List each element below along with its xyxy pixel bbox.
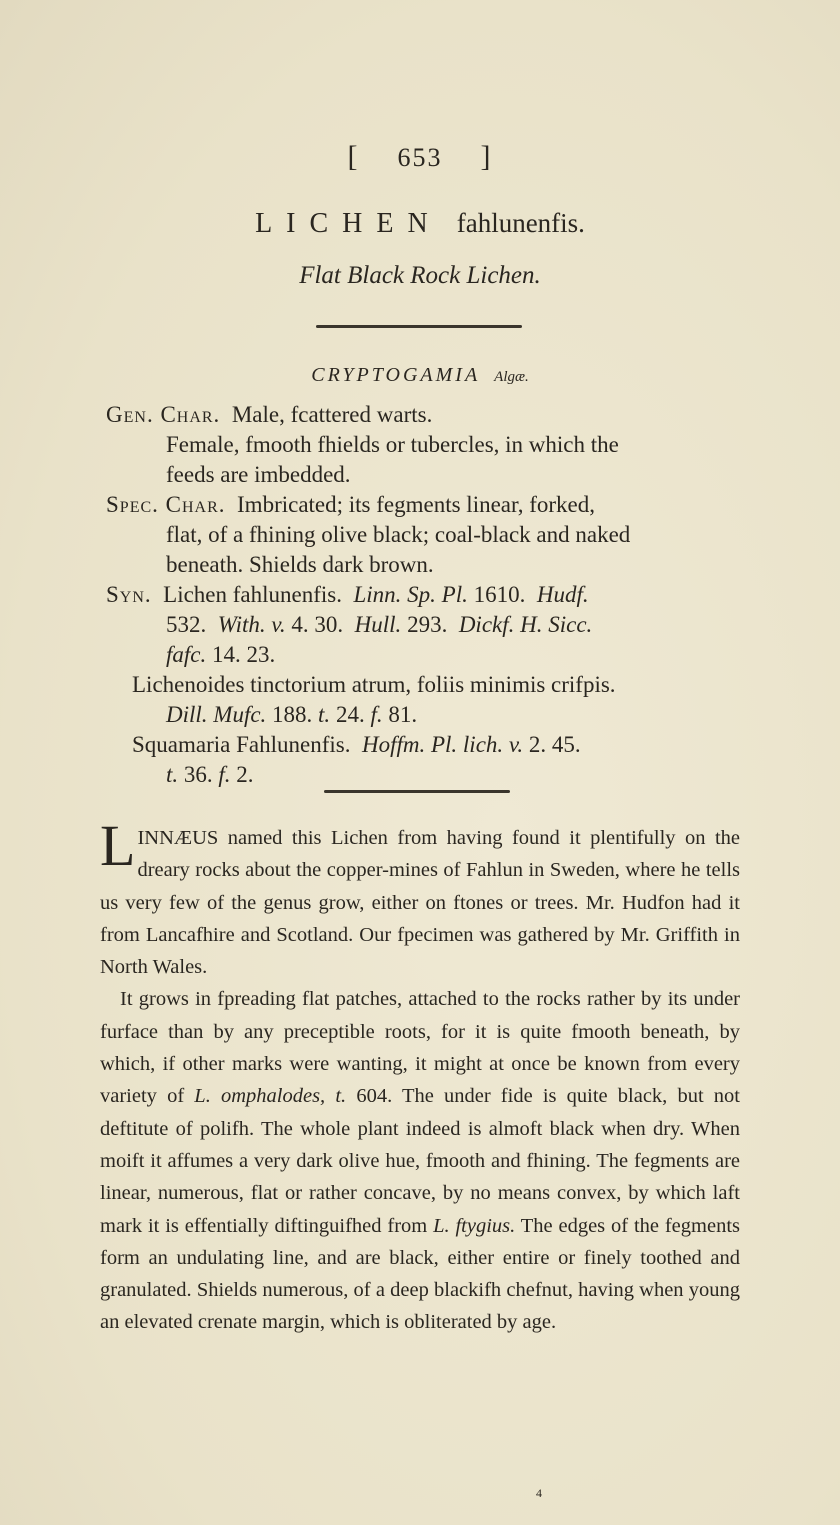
syn3-ref2: t. <box>166 762 179 787</box>
gen-char-label: Gen. Char. <box>106 402 221 427</box>
paragraph-2-text-b: The under fide is quite black, but not deftitute of polifh. The whole plant indeed is almoft black when dry. When moift it affumes a very dark olive hue, fmooth and fhining. The fegments are linear, numerous, flat or rather concave, by no means convex, by which laft mark it is effentially diftinguifhed from <box>100 1085 740 1237</box>
bracket-close: ] <box>480 140 493 173</box>
spec-char-line3: beneath. Shields dark brown. <box>166 552 434 577</box>
syn2-ref2: t. <box>318 702 331 727</box>
syn-line2 <box>166 610 592 640</box>
description-text <box>100 813 740 1339</box>
syn2-num2: 24. <box>335 702 365 727</box>
syn1-name: Lichen fahlunenfis. <box>163 582 342 607</box>
spec-char-text1: Imbricated; its fegments linear, forked, <box>237 492 596 517</box>
paragraph-2-ref2: L. ftygius. <box>433 1214 516 1237</box>
syn3-num3: 2. <box>236 762 254 787</box>
genus-name: LICHEN <box>255 208 442 239</box>
divider-rule-middle <box>324 790 510 793</box>
spec-char-line1 <box>106 490 595 520</box>
syn1-num6: 14. 23. <box>212 642 276 667</box>
classification-line <box>0 364 840 387</box>
syn1-ref3: With. v. <box>217 612 286 637</box>
syn3-num2: 36. <box>183 762 213 787</box>
syn1-ref4: Hull. <box>354 612 402 637</box>
page-number-header <box>0 140 840 174</box>
syn-line1 <box>106 580 589 610</box>
syn2-num1: 188. <box>272 702 313 727</box>
syn1-ref1: Linn. Sp. Pl. <box>353 582 468 607</box>
syn2-num3: 81. <box>388 702 418 727</box>
syn1-ref6: fafc. <box>166 642 207 667</box>
spec-char-label: Spec. Char. <box>106 492 226 517</box>
catchword: 4 <box>536 1486 542 1500</box>
syn3-ref3: f. <box>218 762 231 787</box>
gen-char-line1 <box>106 400 432 430</box>
syn1-num2: 532. <box>166 612 207 637</box>
syn3-num1: 2. 45. <box>528 732 581 757</box>
syn2-line1: Lichenoides tinctorium atrum, foliis minimis crifpis. <box>132 672 616 697</box>
syn2-ref1: Dill. Mufc. <box>166 702 267 727</box>
syn-line3 <box>166 640 275 670</box>
species-title <box>0 208 840 240</box>
paragraph-2-text-c: The edges of the fegments form an undulating line, and are black, either entire or finely toothed and granulated. Shields numerous, of a deep blackifh chefnut, having when young an elevated crenate margin, which is obliterated by age. <box>100 1214 740 1334</box>
spec-char-line2: flat, of a fhining olive black; coal-black and naked <box>166 522 631 547</box>
common-name: Flat Black Rock Lichen. <box>299 262 541 289</box>
drop-cap: L <box>100 813 136 878</box>
syn3-line2 <box>166 760 254 790</box>
species-name: fahlunenfis. <box>456 208 585 238</box>
syn-label: Syn. <box>106 582 152 607</box>
syn1-num4: 293. <box>407 612 448 637</box>
order-name: Algæ. <box>494 369 529 385</box>
syn3-ref1: Hoffm. Pl. lich. v. <box>361 732 524 757</box>
syn1-ref2: Hudf. <box>536 582 589 607</box>
paragraph-1 <box>100 813 740 983</box>
syn1-num1: 1610. <box>473 582 526 607</box>
syn3-line1 <box>132 730 581 760</box>
paragraph-1-text: INNÆUS named this Lichen from having found it plentifully on the dreary rocks about the copper-mines of Fahlun in Sweden, where he tells us very few of the genus grow, either on ftones or trees. Mr. Hudfon had it from Lancafhire and Scotland. Our fpecimen was gathered by Mr. Griffith in North Wales. <box>100 827 740 979</box>
gen-char-text1: Male, fcattered warts. <box>231 402 433 427</box>
bracket-open: [ <box>347 140 360 173</box>
gen-char-line2: Female, fmooth fhields or tubercles, in which the <box>166 432 619 457</box>
syn2-line2 <box>166 700 417 730</box>
syn2-ref3: f. <box>370 702 383 727</box>
gen-char-line3: feeds are imbedded. <box>166 462 351 487</box>
paragraph-2-num1: 604. <box>356 1085 393 1108</box>
paragraph-2 <box>100 983 740 1338</box>
page-number: 653 <box>397 143 443 172</box>
paragraph-2-ref1: L. omphalodes, t. <box>194 1085 347 1108</box>
syn1-num3: 4. 30. <box>291 612 344 637</box>
syn1-ref5: Dickf. H. Sicc. <box>458 612 593 637</box>
divider-rule-top <box>316 325 522 328</box>
paragraph-2-text-a: It grows in fpreading flat patches, attached to the rocks rather by its under furface than by any preceptible roots, for it is quite fmooth beneath, by which, if other marks were wanting, it might at once be known from every variety of <box>100 988 740 1108</box>
syn3-name: Squamaria Fahlunenfis. <box>132 732 351 757</box>
class-name: CRYPTOGAMIA <box>311 364 481 386</box>
